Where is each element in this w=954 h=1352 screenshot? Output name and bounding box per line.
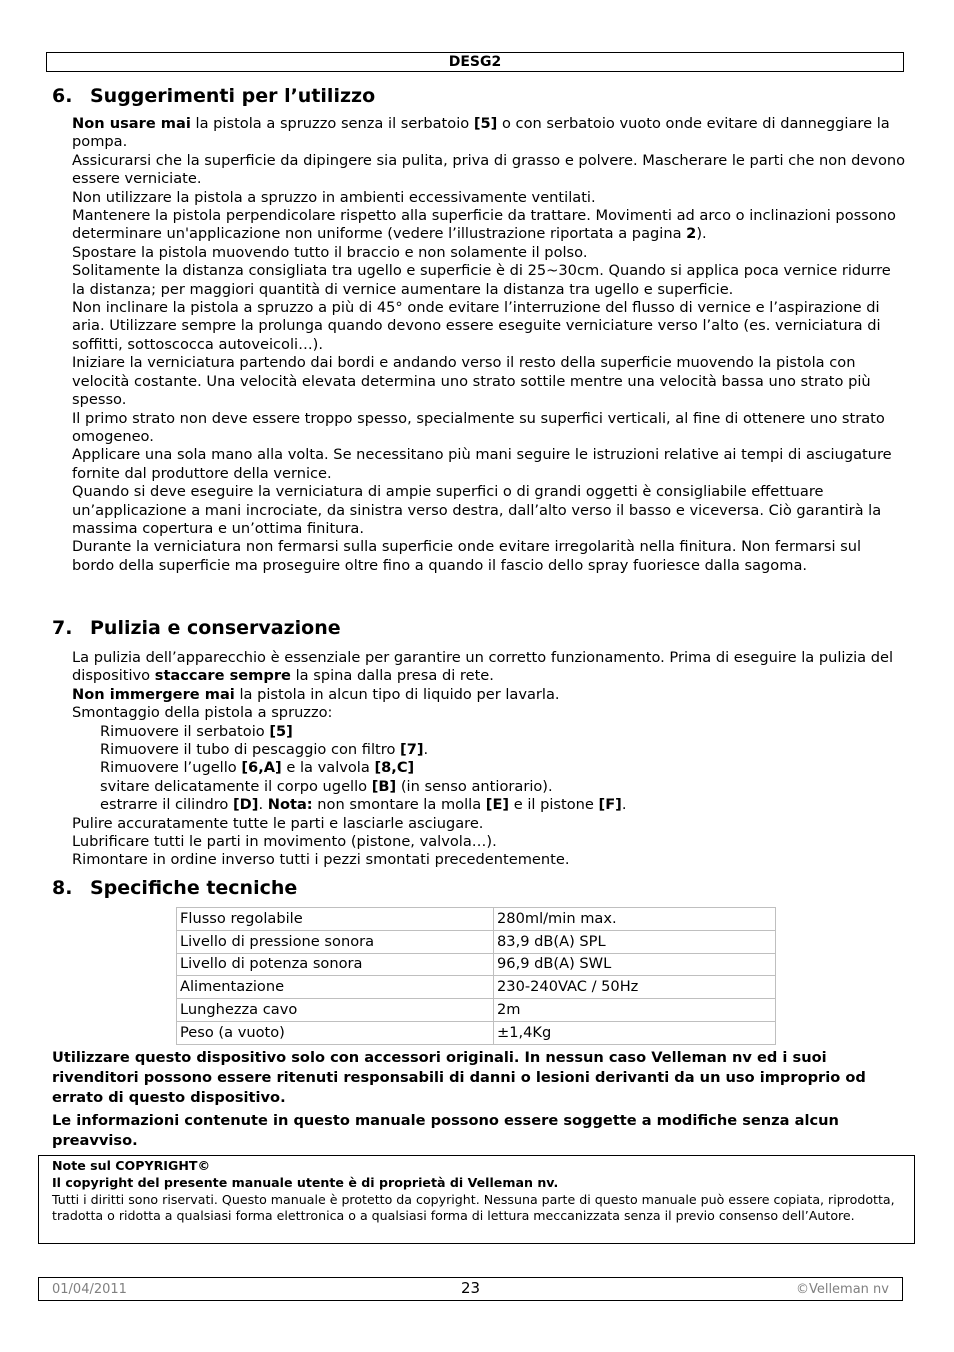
table-row [177,908,776,931]
paragraph: Non inclinare la pistola a spruzzo a più di 45° onde evitare l’interruzione del flusso di vernice e l’aspirazione di aria. Utilizzare sempre la prolunga quando devono essere eseguite verniciature verso l’alto (es. verniciatura di soffitti, sottoscocca autoveicoli…). [72,299,881,353]
section-7-body [72,649,907,870]
copyright-box [38,1155,915,1244]
spec-value: 83,9 dB(A) SPL [494,930,776,953]
paragraph: La pulizia dell’apparecchio è essenziale per garantire un corretto funzionamento. Prima di eseguire la pulizia del dispositivo staccare sempre la spina dalla presa di rete. [72,649,894,685]
table-row [177,1021,776,1044]
paragraph: Lubrificare tutti le parti in movimento (pistone, valvola…). [72,833,497,851]
section-7-heading [52,616,341,640]
spec-label: Livello di potenza sonora [177,953,494,976]
section-title: Pulizia e conservazione [90,617,341,639]
paragraph: Quando si deve eseguire la verniciatura di ampie superfici o di grandi oggetti è consigliabile effettuare un’applicazione a mani incrociate, da sinistra verso destra, dall’alto verso il basso e viceversa. Ciò garantirà la massima copertura e un’ottima finitura. [72,483,882,537]
section-6-heading [52,84,375,108]
list-item: Rimuovere il tubo di pescaggio con filtro [7]. [100,741,429,759]
paragraph: Non immergere mai la pistola in alcun tipo di liquido per lavarla. [72,685,560,703]
spec-value: 96,9 dB(A) SWL [494,953,776,976]
page-number: 23 [460,1279,481,1297]
spec-label: Livello di pressione sonora [177,930,494,953]
list-item: Rimuovere l’ugello [6,A] e la valvola [8,C] [100,759,415,777]
section-number: 6. [52,85,73,107]
paragraph: Durante la verniciatura non fermarsi sulla superficie onde evitare irregolarità nella finitura. Non fermarsi sul bordo della superficie ma proseguire oltre fino a quando il fascio dello spray fuoriesce dalla sagoma. [72,538,862,574]
table-row [177,930,776,953]
spec-label: Lunghezza cavo [177,999,494,1022]
footer-brand: ©Velleman nv [795,1282,889,1297]
section-number: 8. [52,877,73,899]
paragraph: Pulire accuratamente tutte le parti e lasciarle asciugare. [72,814,484,832]
section-title: Suggerimenti per l’utilizzo [90,85,376,107]
paragraph: Smontaggio della pistola a spruzzo: [72,704,333,722]
accessories-notice: Utilizzare questo dispositivo solo con accessori originali. In nessun caso Velleman nv ed i suoi rivenditori possono essere ritenuti responsabili di danni o lesioni derivanti da un uso improprio od errato di questo dispositivo. [52,1049,866,1106]
copyright-text: Tutti i diritti sono riservati. Questo manuale è protetto da copyright. Nessuna parte di questo manuale può essere copiata, riprodotta, tradotta o ridotta a qualsiasi forma elettronica o a qualsiasi forma di lettura meccanizzata senza il previo consenso dell’Autore. [52,1191,895,1224]
spec-label: Alimentazione [177,976,494,999]
spec-label: Peso (a vuoto) [177,1021,494,1044]
paragraph: Assicurarsi che la superficie da dipingere sia pulita, priva di grasso e polvere. Mascherare le parti che non devono essere verniciate. [72,151,906,188]
paragraph: Spostare la pistola muovendo tutto il braccio e non solamente il polso. [72,243,588,261]
spec-table [176,907,776,1045]
paragraph: Mantenere la pistola perpendicolare rispetto alla superficie da trattare. Movimenti ad arco o inclinazioni possono determinare un'applicazione non uniforme (vedere l’illustrazione riportata a pagina 2). [72,207,896,243]
page-footer [38,1277,903,1301]
spec-value: ±1,4Kg [494,1021,776,1044]
spec-value: 280ml/min max. [494,908,776,931]
list-item: Rimuovere il serbatoio [5] [100,722,293,740]
paragraph: Solitamente la distanza consigliata tra ugello e superficie è di 25~30cm. Quando si applica poca vernice ridurre la distanza; per maggiori quantità di vernice aumentare la distanza tra ugello e superficie. [72,262,891,298]
list-item: svitare delicatamente il corpo ugello [B] (in senso antiorario). [100,777,553,795]
section-6-body [72,115,907,575]
changes-notice: Le informazioni contenute in questo manuale possono essere soggette a modifiche senza alcun preavviso. [52,1112,839,1149]
footer-date: 01/04/2011 [52,1282,127,1297]
table-row [177,953,776,976]
copyright-title: Note sul COPYRIGHT© [52,1158,211,1173]
section-number: 7. [52,617,73,639]
paragraph: Applicare una sola mano alla volta. Se necessitano più mani seguire le istruzioni relative ai tempi di asciugature fornite dal produttore della vernice. [72,446,892,482]
paragraph: Non usare mai la pistola a spruzzo senza il serbatoio [5] o con serbatoio vuoto onde evitare di danneggiare la pompa. [72,115,890,151]
copyright-owner: Il copyright del presente manuale utente è di proprietà di Velleman nv. [52,1174,559,1190]
paragraph: Non utilizzare la pistola a spruzzo in ambienti eccessivamente ventilati. [72,188,596,206]
paragraph: Rimontare in ordine inverso tutti i pezzi smontati precedentemente. [72,851,570,869]
list-item: estrarre il cilindro [D]. Nota: non smontare la molla [E] e il pistone [F]. [100,796,627,814]
table-row [177,999,776,1022]
spec-value: 2m [494,999,776,1022]
section-title: Specifiche tecniche [90,877,298,899]
spec-label: Flusso regolabile [177,908,494,931]
spec-value: 230-240VAC / 50Hz [494,976,776,999]
table-row [177,976,776,999]
header-model: DESG2 [46,52,904,72]
section-8-heading [52,876,297,900]
paragraph: Iniziare la verniciatura partendo dai bordi e andando verso il resto della superficie muovendo la pistola con velocità costante. Una velocità elevata determina uno strato sottile mentre una velocità bassa uno strato più spesso. [72,354,871,409]
paragraph: Il primo strato non deve essere troppo spesso, specialmente su superfici verticali, al fine di ottenere uno strato omogeneo. [72,409,885,445]
